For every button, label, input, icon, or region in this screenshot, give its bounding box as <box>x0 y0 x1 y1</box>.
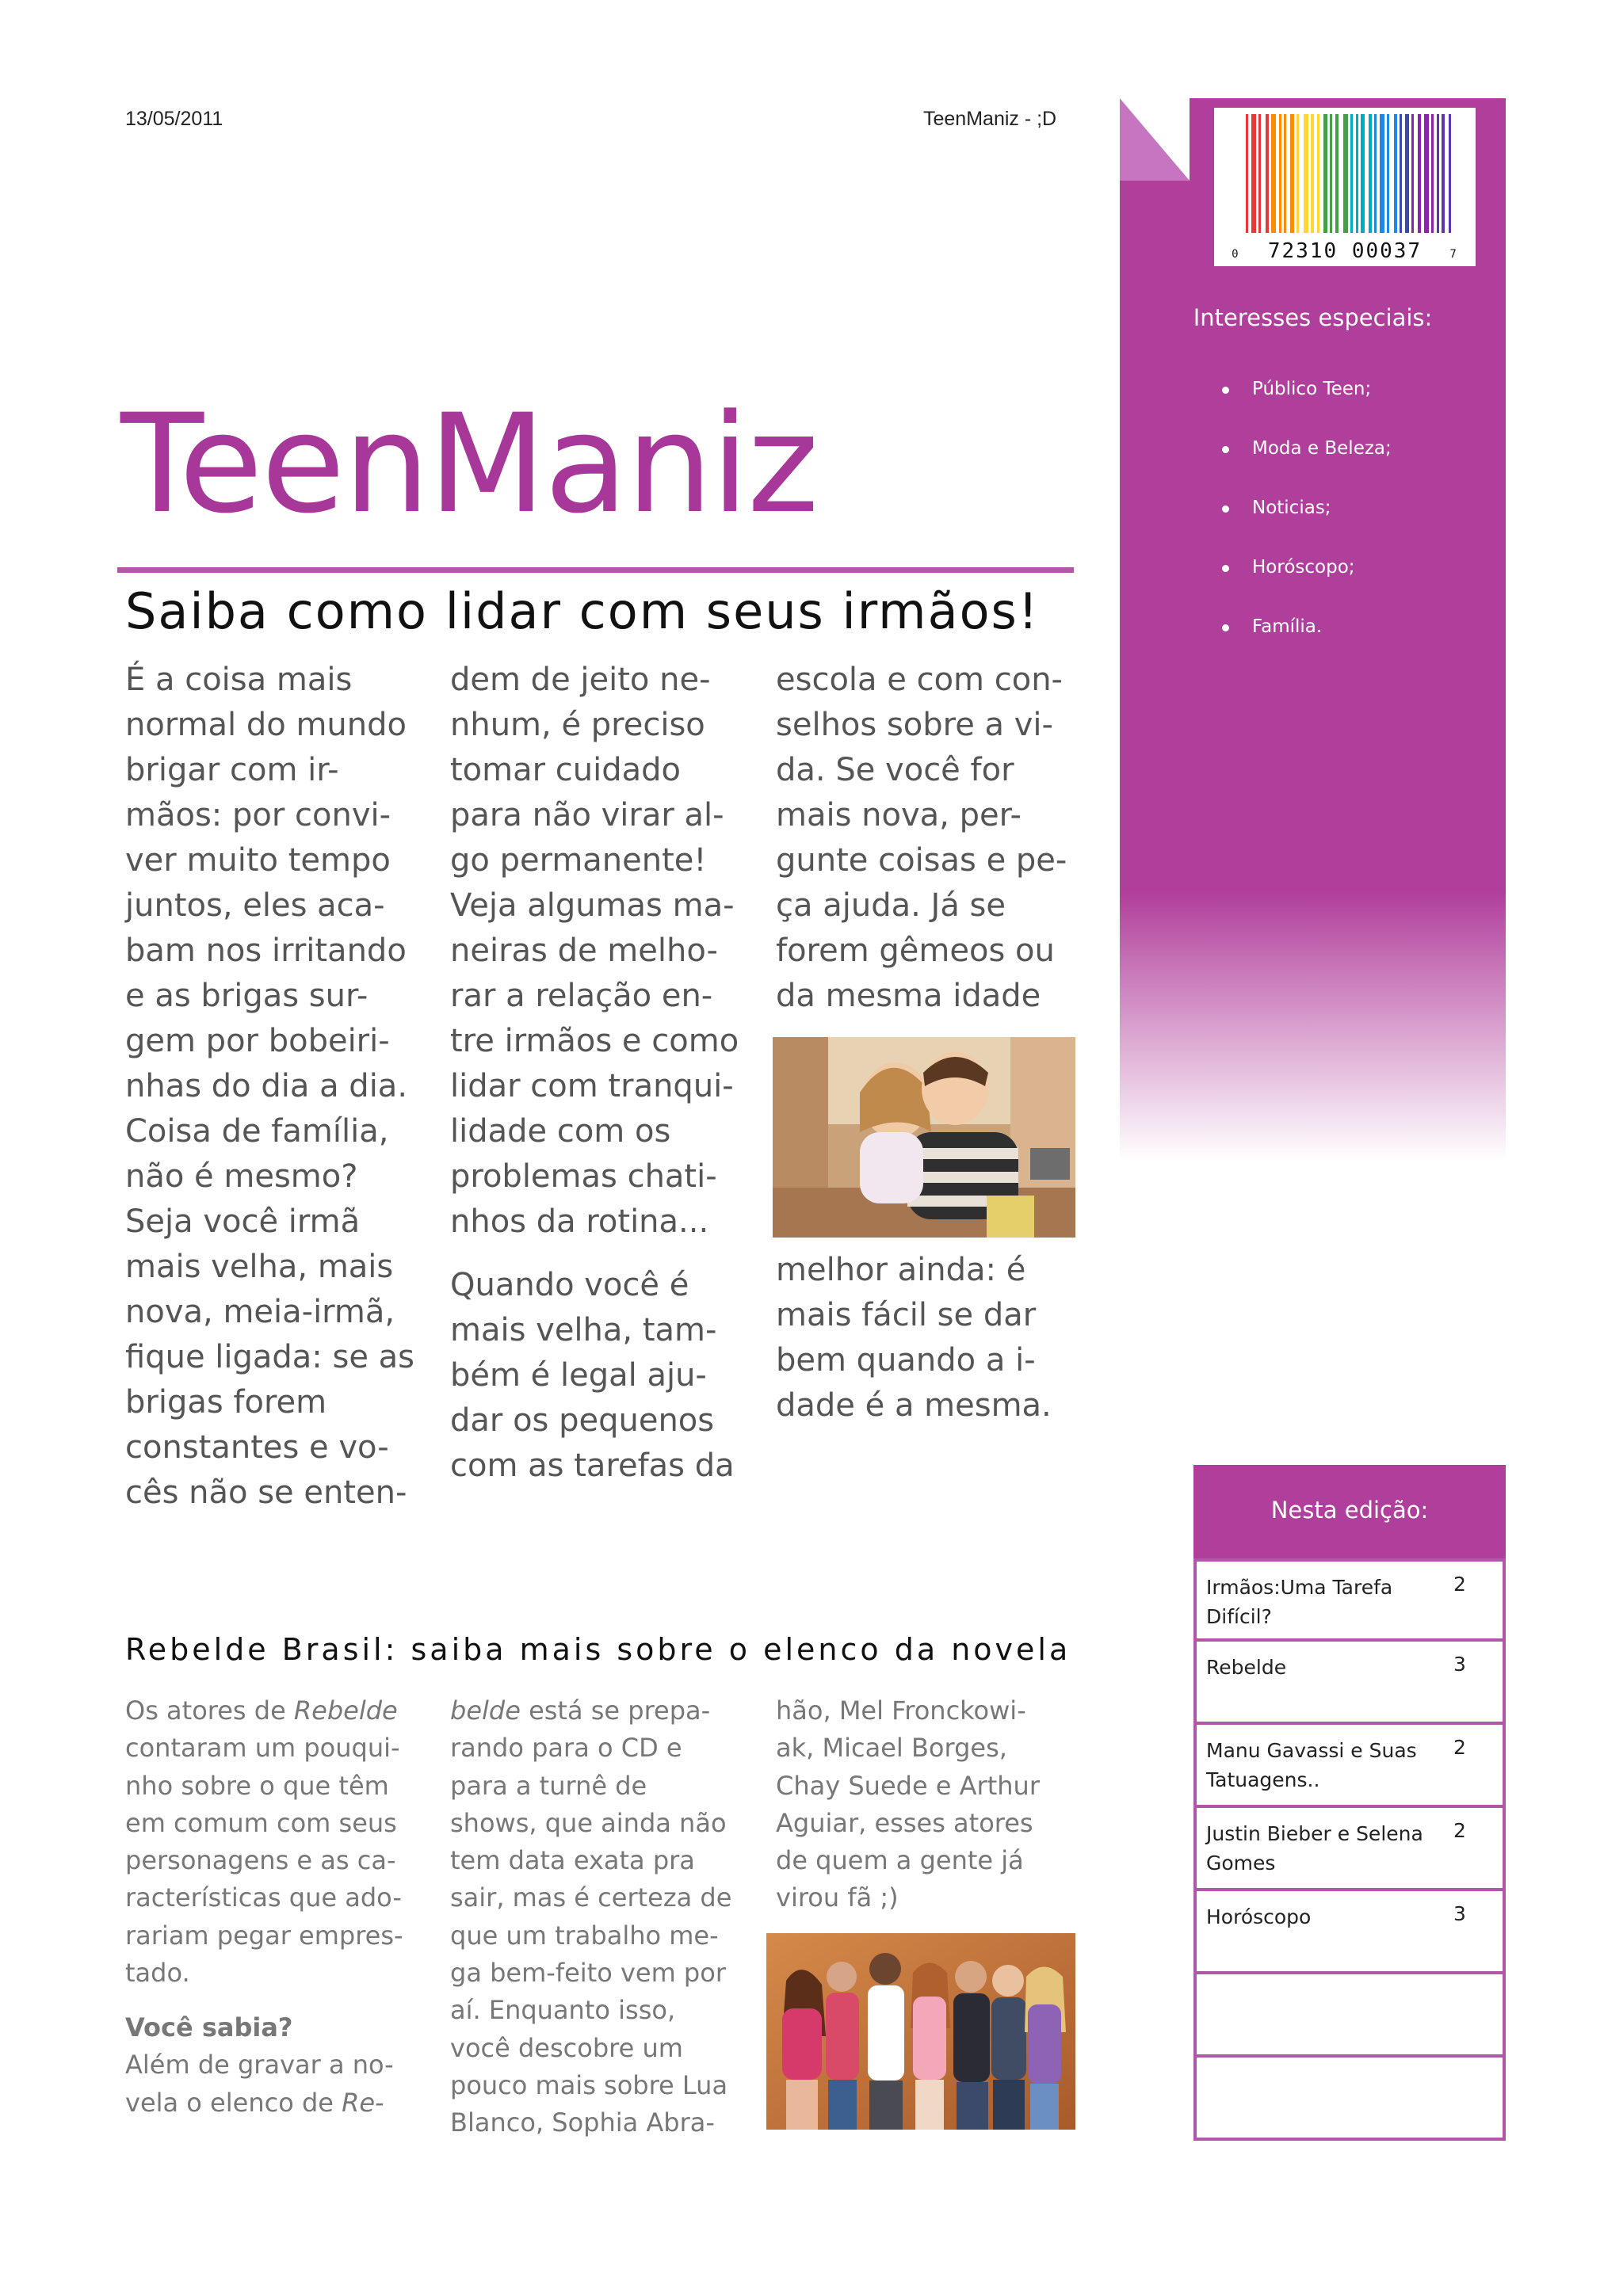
text-line: constantes e vo- <box>125 1429 389 1466</box>
text-line: Seja você irmã <box>125 1203 361 1240</box>
text-line: É a coisa mais <box>125 662 353 698</box>
cast-photo <box>766 1933 1075 2130</box>
barcode-bar <box>1411 114 1414 233</box>
text-line: melhor ainda: é <box>776 1252 1026 1288</box>
barcode-bar <box>1400 114 1402 233</box>
article-column-3-continued <box>776 1248 1052 1428</box>
did-you-know-box: Você sabia? Além de gravar a no- vela o elenco de Re- <box>125 2009 394 2122</box>
text-line: forem gêmeos ou <box>776 933 1055 969</box>
toc-row[interactable] <box>1193 1808 1506 1891</box>
text-line: problemas chati- <box>450 1158 717 1195</box>
barcode-digits: 0 72310 00037 7 <box>1232 239 1458 263</box>
article-column-2 <box>450 658 739 1245</box>
text-line: não é mesmo? <box>125 1158 358 1195</box>
barcode-bar <box>1330 114 1332 233</box>
text-line: Coisa de família, <box>125 1113 389 1150</box>
text-line: tomar cuidado <box>450 752 682 788</box>
text-line: lidade com os <box>450 1113 671 1150</box>
text-line: escola e com con- <box>776 662 1063 698</box>
text-line: fique ligada: se as <box>125 1339 414 1375</box>
barcode-bar <box>1380 114 1384 233</box>
barcode-bar <box>1311 114 1314 233</box>
toc-table <box>1193 1558 1506 2141</box>
text-line: brigas forem <box>125 1384 327 1421</box>
barcode-bar <box>1424 114 1429 233</box>
text-line: neiras de melho- <box>450 933 718 969</box>
toc-row[interactable] <box>1193 1642 1506 1725</box>
text-line: mais nova, per- <box>776 797 1022 833</box>
barcode-bar <box>1296 114 1299 233</box>
toc-row-title: Irmãos:Uma Tarefa Difícil? <box>1206 1576 1393 1628</box>
issue-date: 13/05/2011 <box>125 108 223 130</box>
article-column-3 <box>776 658 1067 1019</box>
interest-item: Público Teen; <box>1222 379 1392 438</box>
toc-row-page: 3 <box>1453 1653 1466 1676</box>
barcode-bar <box>1437 114 1439 233</box>
barcode-bar <box>1323 114 1327 233</box>
text-line: tre irmãos e como <box>450 1023 739 1059</box>
toc-row-page: 2 <box>1453 1736 1466 1759</box>
text-line: dar os pequenos <box>450 1402 715 1439</box>
article-column-2-continued <box>450 1263 735 1489</box>
text-line: gunte coisas e pe- <box>776 842 1067 879</box>
toc-row-empty <box>1193 2058 1506 2141</box>
barcode-bar <box>1290 114 1294 233</box>
text-line: nhum, é preciso <box>450 707 705 743</box>
text-line: com as tarefas da <box>450 1447 735 1484</box>
text-line: Veja algumas ma- <box>450 887 735 924</box>
barcode-bars <box>1224 114 1466 233</box>
barcode-bar <box>1251 114 1256 233</box>
text-line: gem por bobeiri- <box>125 1023 390 1059</box>
barcode-bar <box>1356 114 1358 233</box>
toc-row-title: Rebelde <box>1206 1656 1287 1679</box>
text-line: nova, meia-irmã, <box>125 1294 395 1330</box>
interest-item: Horóscopo; <box>1222 557 1392 616</box>
toc-row[interactable] <box>1193 1891 1506 1974</box>
barcode-bar <box>1284 114 1286 233</box>
text-line: mais velha, tam- <box>450 1312 717 1348</box>
barcode-bar <box>1279 114 1281 233</box>
toc-row-empty <box>1193 1974 1506 2058</box>
text-line: lidar com tranqui- <box>450 1068 734 1104</box>
barcode-bar <box>1258 114 1261 233</box>
text-line: rar a relação en- <box>450 978 713 1014</box>
barcode <box>1214 108 1476 266</box>
text-line: da mesma idade <box>776 978 1041 1014</box>
barcode-bar <box>1266 114 1269 233</box>
text-line: dade é a mesma. <box>776 1387 1052 1424</box>
barcode-bar <box>1361 114 1365 233</box>
article-2-column-1: Os atores de Rebelde contaram um pouqui- nho sobre o que têm em comum com seus personagens e as ca- racterísticas que ado- rariam pegar empres- tado. <box>125 1695 403 1989</box>
text-line: normal do mundo <box>125 707 407 743</box>
barcode-bar <box>1343 114 1348 233</box>
barcode-bar <box>1350 114 1353 233</box>
barcode-bar <box>1304 114 1308 233</box>
text-line: mais fácil se dar <box>776 1297 1037 1333</box>
toc-row-page: 2 <box>1453 1573 1466 1596</box>
article-column-1 <box>125 658 414 1516</box>
text-line: cês não se enten- <box>125 1474 407 1511</box>
text-line: e as brigas sur- <box>125 978 369 1014</box>
text-line: ver muito tempo <box>125 842 391 879</box>
toc-row-page: 2 <box>1453 1819 1466 1842</box>
text-line: juntos, eles aca- <box>125 887 385 924</box>
text-line: dem de jeito ne- <box>450 662 711 698</box>
barcode-bar <box>1394 114 1397 233</box>
interests-list <box>1222 379 1392 676</box>
masthead-rule <box>117 567 1074 573</box>
barcode-bar <box>1374 114 1377 233</box>
barcode-bar <box>1431 114 1434 233</box>
interest-item: Moda e Beleza; <box>1222 438 1392 498</box>
text-line: nhos da rotina... <box>450 1203 709 1240</box>
barcode-bar <box>1271 114 1276 233</box>
did-you-know-title: Você sabia? <box>125 2012 293 2042</box>
siblings-photo <box>773 1037 1075 1238</box>
text-line: selhos sobre a vi- <box>776 707 1053 743</box>
barcode-bar <box>1418 114 1421 233</box>
barcode-bar <box>1405 114 1409 233</box>
masthead-title: TeenManiz <box>120 384 818 543</box>
interest-item: Família. <box>1222 616 1392 676</box>
text-line: bem quando a i- <box>776 1342 1036 1379</box>
text-line: Quando você é <box>450 1267 689 1303</box>
header-brand: TeenManiz - ;D <box>923 108 1057 130</box>
article-2-column-3: hão, Mel Fronckowi- ak, Micael Borges, Chay Suede e Arthur Aguiar, esses atores de quem a gente já virou fã ;) <box>776 1695 1040 1913</box>
article-headline: Saiba como lidar com seus irmãos! <box>125 582 1040 640</box>
text-line: go permanente! <box>450 842 707 879</box>
text-line: ça ajuda. Já se <box>776 887 1006 924</box>
toc-row-page: 3 <box>1453 1902 1466 1925</box>
toc-row-title: Horóscopo <box>1206 1905 1312 1928</box>
barcode-bar <box>1449 114 1451 233</box>
text-line: bam nos irritando <box>125 933 407 969</box>
text-line: mais velha, mais <box>125 1249 394 1285</box>
text-line: bém é legal aju- <box>450 1357 707 1394</box>
text-line: da. Se você for <box>776 752 1014 788</box>
toc-row[interactable] <box>1193 1725 1506 1808</box>
toc-row[interactable] <box>1193 1558 1506 1642</box>
text-line: nhas do dia a dia. <box>125 1068 408 1104</box>
barcode-bar <box>1246 114 1248 233</box>
barcode-bar <box>1317 114 1319 233</box>
text-line: mãos: por convi- <box>125 797 391 833</box>
barcode-bar <box>1442 114 1445 233</box>
barcode-bar <box>1335 114 1338 233</box>
toc-row-title: Manu Gavassi e Suas Tatuagens.. <box>1206 1739 1417 1791</box>
article-2-column-2: belde está se prepa- rando para o CD e para a turnê de shows, que ainda não tem data exata pra sair, mas é certeza de que um trabalho me- ga bem-feito vem por aí. Enquanto isso, você descobre um pouco mais sobre Lua Blanco, Sophia Abra- <box>450 1695 732 2138</box>
toc-title: Nesta edição: <box>1193 1465 1506 1558</box>
text-line: para não virar al- <box>450 797 724 833</box>
barcode-bar <box>1369 114 1372 233</box>
toc-row-title: Justin Bieber e Selena Gomes <box>1206 1822 1423 1875</box>
text-line: brigar com ir- <box>125 752 339 788</box>
article-2-title: Rebelde Brasil: saiba mais sobre o elenco da novela <box>125 1632 1071 1667</box>
interest-item: Noticias; <box>1222 498 1392 557</box>
barcode-bar <box>1387 114 1389 233</box>
interests-title: Interesses especiais: <box>1193 304 1433 331</box>
